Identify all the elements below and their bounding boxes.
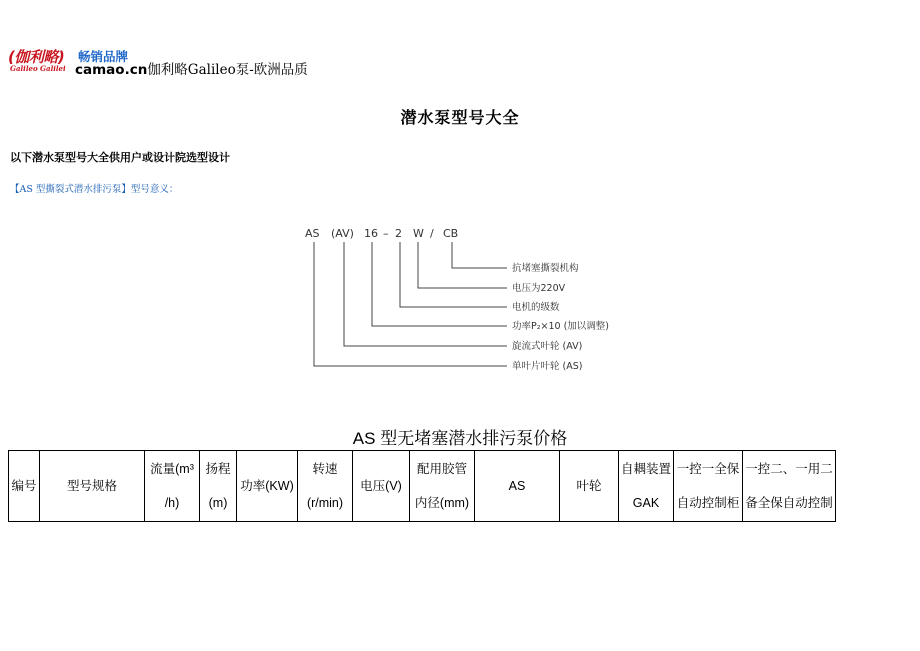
- table-header-row: [9, 451, 836, 522]
- col-header: 功率(KW): [237, 451, 298, 522]
- col-header: 流量(m³ /h): [145, 451, 200, 522]
- logo-tagline: 畅销品牌: [78, 49, 129, 64]
- code-part: 2: [395, 227, 402, 240]
- section-label: 【AS 型撕裂式潜水排污泵】型号意义：: [10, 184, 179, 195]
- model-code-diagram: [300, 222, 640, 382]
- code-part: CB: [443, 227, 459, 240]
- col-header: 转速 (r/min): [298, 451, 353, 522]
- leader-line: [400, 242, 507, 307]
- intro-text: 以下潜水泵型号大全供用户或设计院选型设计: [10, 151, 230, 164]
- site-url[interactable]: camao.cn: [75, 62, 148, 78]
- col-header: 配用胶管 内径(mm): [410, 451, 475, 522]
- logo-sub-text: Galileo Galilei: [10, 64, 66, 73]
- leader-line: [344, 242, 507, 346]
- code-part: W: [413, 227, 424, 240]
- col-header: 叶轮: [560, 451, 619, 522]
- page-title: 潜水泵型号大全: [400, 108, 520, 127]
- model-code-parts: [305, 227, 458, 240]
- col-header: 一控一全保 自动控制柜: [674, 451, 743, 522]
- col-header: 自耦装置 GAK: [619, 451, 674, 522]
- diagram-label: 功率P₂×10 (加以调整): [512, 321, 610, 332]
- logo-brand-text: (伽利略): [8, 48, 65, 66]
- leader-line: [452, 242, 507, 268]
- diagram-label: 电机的级数: [512, 302, 560, 313]
- table-title: AS 型无堵塞潜水排污泵价格: [352, 429, 568, 448]
- diagram-label: 电压为220V: [512, 283, 566, 294]
- col-header: 电压(V): [353, 451, 410, 522]
- price-table: [8, 450, 836, 522]
- code-part: AS: [305, 227, 320, 240]
- site-description: 伽利略Galileo泵-欧洲品质: [147, 62, 308, 78]
- site-line: [75, 58, 308, 78]
- diagram-label: 单叶片叶轮 (AS): [512, 361, 583, 372]
- leader-lines: [314, 242, 507, 366]
- col-header: 一控二、一用二 备全保自动控制: [743, 451, 836, 522]
- code-part: –: [383, 227, 389, 240]
- diagram-label: 旋流式叶轮 (AV): [512, 341, 583, 352]
- col-header: 型号规格: [40, 451, 145, 522]
- leader-line: [418, 242, 507, 288]
- col-header: AS: [475, 451, 560, 522]
- col-header: 扬程 (m): [200, 451, 237, 522]
- leader-line: [372, 242, 507, 326]
- leader-line: [314, 242, 507, 366]
- diagram-label: 抗堵塞撕裂机构: [512, 263, 579, 274]
- code-part: /: [430, 227, 434, 240]
- code-part: (AV): [331, 227, 354, 240]
- col-header: 编号: [9, 451, 40, 522]
- code-part: 16: [364, 227, 378, 240]
